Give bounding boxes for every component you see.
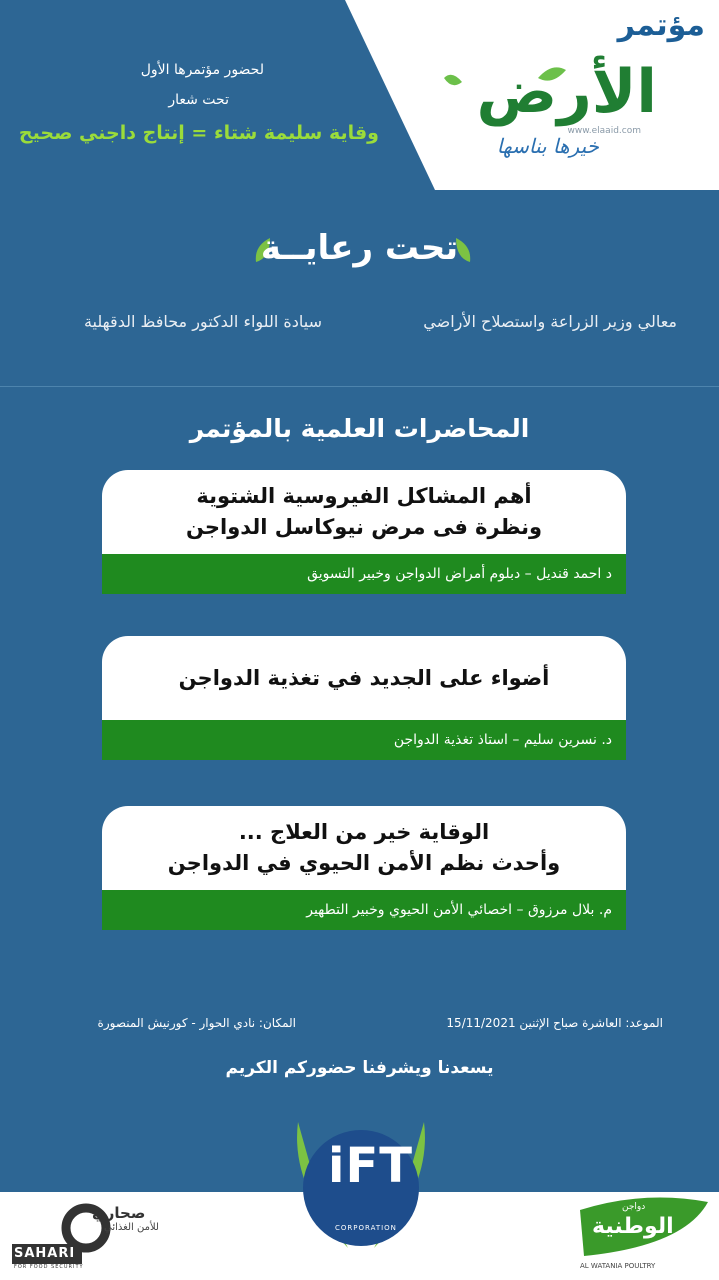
intro-line-1: لحضور مؤتمرها الأول: [140, 62, 264, 78]
lecture-title-line: وأحدث نظم الأمن الحيوي في الدواجن: [167, 851, 561, 875]
lecture-title-line: أضواء على الجديد في تغذية الدواجن: [178, 665, 550, 690]
event-place: المكان: نادي الحوار - كورنيش المنصورة: [97, 1016, 296, 1030]
sponsorship-title: تحت رعايــة: [260, 228, 459, 268]
lecture-speaker-bar: [102, 890, 626, 930]
lecture-card: [102, 636, 626, 760]
lecture-speaker: د احمد قنديل – دبلوم أمراض الدواجن وخبير التسويق: [307, 566, 612, 582]
lecture-speaker: م. بلال مرزوق – اخصائي الأمن الحيوي وخبير التطهير: [306, 902, 612, 918]
event-time: الموعد: العاشرة صباح الإثنين 15/11/2021: [446, 1016, 663, 1030]
lecture-title-line: ونظرة فى مرض نيوكاسل الدواجن: [185, 515, 543, 539]
watania-logo-top: دواجن: [622, 1202, 646, 1212]
sahari-logo-ar-sub: للأمن الغذائي: [104, 1222, 159, 1233]
intro-line-2: تحت شعار: [168, 92, 229, 108]
divider: [0, 386, 719, 387]
lecture-speaker-bar: [102, 720, 626, 760]
lecture-speaker-bar: [102, 554, 626, 594]
watania-logo-ar: الوطنية: [592, 1214, 674, 1239]
sahari-logo: [10, 1200, 170, 1274]
welcome-message: يسعدنا ويشرفنا حضوركم الكريم: [225, 1058, 494, 1078]
lecture-title: [102, 636, 626, 720]
ift-logo-sub: CORPORATION: [335, 1224, 397, 1232]
sponsor-minister: معالي وزير الزراعة واستصلاح الأراضي: [423, 312, 677, 331]
lecture-title: [102, 470, 626, 554]
sahari-logo-en: SAHARI: [14, 1246, 76, 1261]
watania-logo-en: AL WATANIA POULTRY: [580, 1262, 656, 1270]
logo-tagline: خيرها بناسها: [496, 134, 599, 158]
sahari-logo-en-sub: FOR FOOD SECURITY: [14, 1264, 84, 1270]
lecture-speaker: د. نسرين سليم – استاذ تغذية الدواجن: [393, 732, 612, 748]
lecture-title: [102, 806, 626, 890]
sponsor-governor: سيادة اللواء الدكتور محافظ الدقهلية: [83, 312, 322, 331]
slogan: وقاية سليمة شتاء = إنتاج داجني صحيح: [18, 122, 379, 144]
leaf-icon: [452, 236, 474, 266]
lecture-title-line: الوقاية خير من العلاج ...: [238, 820, 490, 844]
lectures-title: المحاضرات العلمية بالمؤتمر: [189, 414, 530, 443]
sahari-logo-ar: صحاري: [92, 1204, 146, 1222]
conference-word: مؤتمر: [617, 8, 705, 43]
ift-logo-text: iFT: [328, 1138, 413, 1194]
lecture-card: [102, 806, 626, 930]
lecture-card: [102, 470, 626, 594]
logo-al-ard: الأرض: [476, 57, 657, 127]
lecture-title-line: أهم المشاكل الفيروسية الشتوية: [196, 484, 532, 508]
logo-url: www.elaaid.com: [567, 126, 641, 136]
